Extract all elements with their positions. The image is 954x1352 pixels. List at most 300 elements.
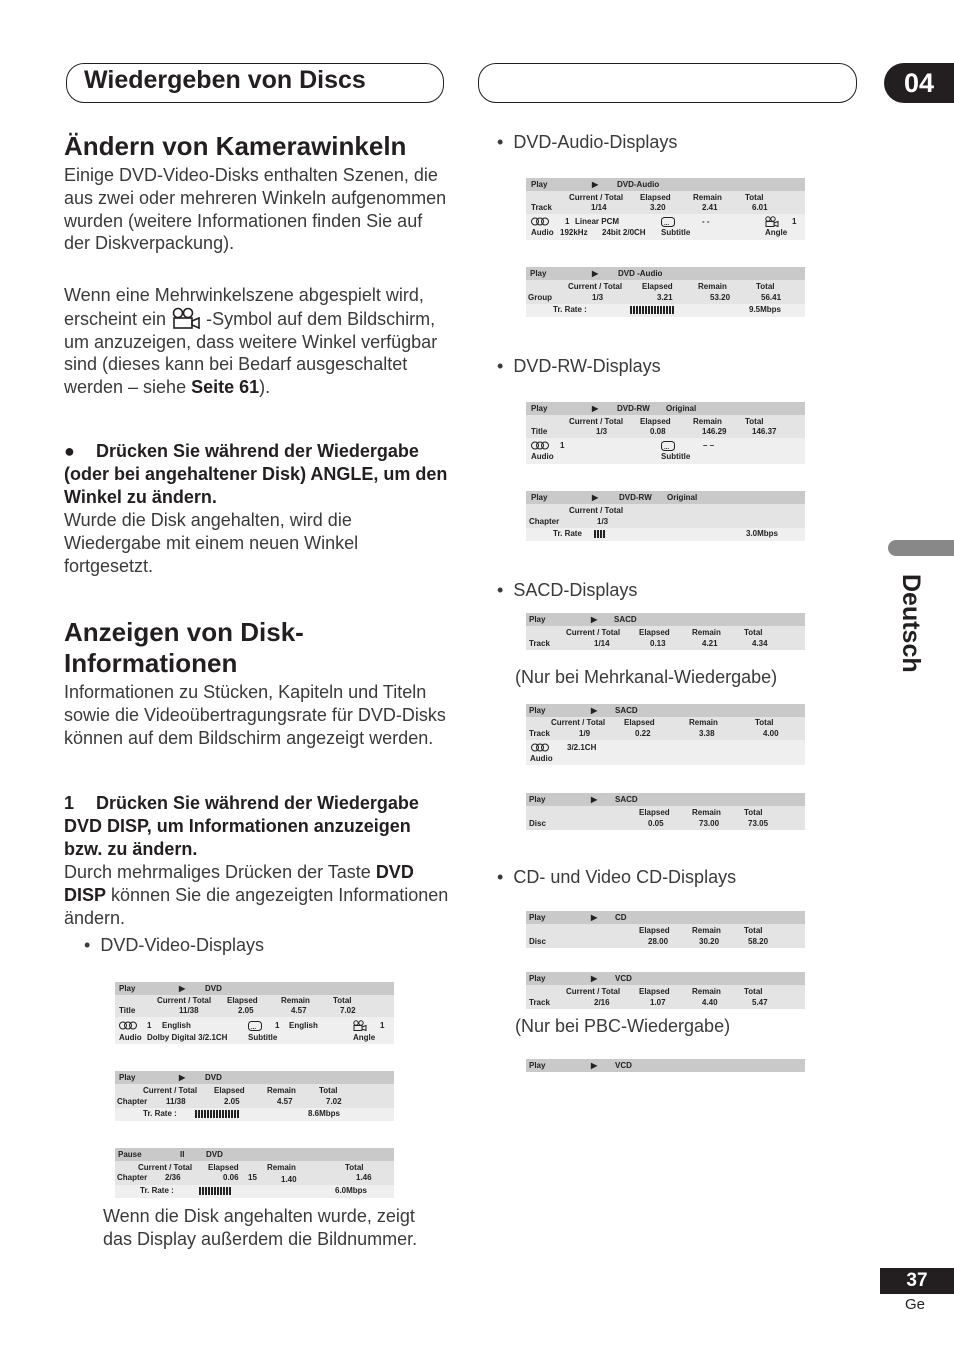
status-bar [526, 911, 805, 924]
audio-number: 1 [560, 441, 565, 450]
rate-tick [660, 530, 662, 538]
elapsed-value: 0.13 [650, 639, 666, 648]
dvd-rw-display-chapter [526, 491, 805, 541]
rate-tick [277, 1187, 279, 1195]
total-value: 4.34 [752, 639, 768, 648]
row-label: Chapter [529, 517, 560, 526]
rate-tick [210, 1110, 212, 1118]
header-current-total: Current / Total [157, 996, 212, 1005]
vcd-display-pbc [526, 1059, 805, 1072]
rate-tick [669, 530, 671, 538]
rate-tick [201, 1110, 203, 1118]
rate-tick [675, 306, 677, 314]
rate-tick [271, 1187, 273, 1195]
total-value: 1.46 [356, 1173, 372, 1182]
header-total: Total [319, 1086, 338, 1095]
status-bar [526, 1059, 805, 1072]
rate-tick [690, 306, 692, 314]
angle-label: Angle [353, 1033, 376, 1042]
rate-tick [711, 306, 713, 314]
rate-tick [199, 1187, 201, 1195]
total-value: 5.47 [752, 998, 768, 1007]
rate-tick [618, 530, 620, 538]
status-bar [526, 704, 805, 717]
subtitle-label: Subtitle [661, 228, 691, 237]
audio-bits: 24bit 2/0CH [602, 228, 646, 237]
rate-tick [244, 1187, 246, 1195]
disc-type: DVD -Audio [618, 269, 663, 278]
remain-value: 73.00 [699, 819, 720, 828]
rate-tick [609, 530, 611, 538]
row-label: Title [119, 1006, 136, 1015]
row-label: Group [528, 293, 552, 302]
audio-frequency: 192kHz [560, 228, 588, 237]
audio-icon [531, 441, 549, 450]
current-total-value: 11/38 [179, 1006, 199, 1015]
angle-camera-icon [171, 307, 201, 327]
svg-text:...: ... [664, 445, 670, 451]
status-bar [115, 982, 394, 995]
header-remain: Remain [267, 1086, 296, 1095]
bullet-text: CD- und Video CD-Displays [513, 867, 737, 887]
rate-tick [243, 1110, 245, 1118]
header-remain: Remain [692, 808, 721, 817]
rate-meter [594, 530, 678, 541]
audio-label: Audio [530, 754, 553, 763]
rate-meter-fill [195, 1110, 279, 1118]
rate-tick [675, 530, 677, 538]
rate-tick [648, 530, 650, 538]
elapsed-value: 0.05 [648, 819, 664, 828]
rate-tick [261, 1110, 263, 1118]
remain-value: 3.38 [699, 729, 715, 738]
header-elapsed: Elapsed [640, 417, 671, 426]
status-text: Play [119, 1073, 136, 1082]
section-title-line: Anzeigen von Disk- [64, 617, 304, 647]
still-frame-note: Wenn die Disk angehalten wurde, zeigt das Display außerdem die Bildnummer. [103, 1206, 418, 1249]
section-title-line: Informationen [64, 648, 238, 678]
header-remain: Remain [689, 718, 718, 727]
rate-tick [240, 1110, 242, 1118]
recording-mode: Original [667, 493, 698, 502]
rate-tick [672, 530, 674, 538]
rate-tick [198, 1110, 200, 1118]
rate-tick [250, 1187, 252, 1195]
rate-tick [693, 306, 695, 314]
current-total-value: 1/3 [596, 427, 608, 436]
rate-row [526, 528, 805, 541]
row-label: Disc [529, 819, 546, 828]
row-label: Track [529, 998, 550, 1007]
remain-value: 4.57 [277, 1097, 293, 1106]
rate-meter-fill [199, 1187, 283, 1195]
rate-row [115, 1185, 394, 1198]
angle-icon [353, 1020, 367, 1031]
time-row [526, 504, 805, 528]
rate-tick [231, 1110, 233, 1118]
status-text: Play [529, 795, 546, 804]
header-current-total: Current / Total [566, 628, 621, 637]
total-value: 73.05 [748, 819, 769, 828]
rate-tick [651, 530, 653, 538]
rate-tick [636, 530, 638, 538]
rate-tick [246, 1110, 248, 1118]
time-row [526, 924, 805, 948]
header-title: Wiedergeben von Discs [84, 66, 366, 94]
header-elapsed: Elapsed [639, 987, 670, 996]
rate-tick [600, 530, 602, 538]
rate-value: 8.6Mbps [308, 1109, 341, 1118]
rate-tick [226, 1187, 228, 1195]
row-label: Track [529, 729, 550, 738]
disc-type: DVD-RW [617, 404, 650, 413]
header-total: Total [744, 926, 763, 935]
remain-value: 1.40 [281, 1175, 297, 1184]
remain-value: 146.29 [702, 427, 727, 436]
audio-label: Audio [531, 452, 554, 461]
svg-text:...: ... [664, 221, 670, 227]
audio-icon [531, 217, 549, 226]
rate-tick [223, 1187, 225, 1195]
rate-tick [214, 1187, 216, 1195]
header-remain: Remain [698, 282, 727, 291]
row-label: Chapter [117, 1173, 148, 1182]
header-remain: Remain [692, 628, 721, 637]
rate-row [115, 1108, 394, 1121]
page-language-code: Ge [905, 1296, 926, 1313]
rate-tick [222, 1110, 224, 1118]
rate-tick [642, 530, 644, 538]
page-number: 37 [880, 1268, 954, 1294]
rate-tick [687, 306, 689, 314]
sacd-display-multichannel [526, 704, 805, 765]
rate-tick [645, 530, 647, 538]
status-text: Play [529, 974, 546, 983]
row-label: Disc [529, 937, 546, 946]
paragraph-part: Durch mehrmaliges Drücken der Taste [64, 862, 371, 882]
total-value: 7.02 [340, 1006, 356, 1015]
bullet-icon: • [84, 935, 91, 955]
rate-tick [205, 1187, 207, 1195]
elapsed-value: 2.05 [238, 1006, 254, 1015]
play-icon: ▶ [592, 493, 599, 502]
rate-tick [639, 306, 641, 314]
angle-number: 1 [380, 1021, 385, 1030]
status-bar [526, 491, 805, 504]
angle-icon [765, 216, 779, 227]
disc-type: DVD [205, 984, 222, 993]
header-blank-frame [478, 63, 857, 103]
page-reference: Seite 61 [191, 377, 260, 398]
subtitle-label: Subtitle [661, 452, 691, 461]
rate-tick [232, 1187, 234, 1195]
row-label: Track [531, 203, 552, 212]
rate-meter [199, 1187, 283, 1198]
rate-tick [247, 1187, 249, 1195]
header-elapsed: Elapsed [640, 193, 671, 202]
bullet-icon: • [497, 867, 504, 887]
rate-tick [228, 1110, 230, 1118]
elapsed-value: 0.08 [650, 427, 666, 436]
cd-displays-label [497, 867, 736, 888]
rate-tick [255, 1110, 257, 1118]
rate-tick [702, 306, 704, 314]
rate-tick [642, 306, 644, 314]
rate-tick [213, 1110, 215, 1118]
rate-tick [681, 306, 683, 314]
time-row [526, 985, 805, 1009]
rate-tick [276, 1110, 278, 1118]
paragraph-part: können Sie die angezeigten Informationen ändern. [64, 884, 449, 928]
status-text: Play [529, 1061, 546, 1070]
cd-display [526, 911, 805, 948]
section-title-disc-info [64, 617, 454, 679]
play-icon: ▶ [591, 706, 598, 715]
rate-tick [645, 306, 647, 314]
rate-tick [666, 306, 668, 314]
bullet-text: DVD-Video-Displays [100, 935, 265, 955]
total-value: 56.41 [761, 293, 782, 302]
status-text: Play [529, 615, 546, 624]
play-icon: ▶ [591, 1061, 598, 1070]
audio-number: 1 [147, 1021, 152, 1030]
disc-type: DVD [205, 1073, 222, 1082]
header-total: Total [745, 193, 764, 202]
rate-tick [216, 1110, 218, 1118]
total-value: 6.01 [752, 203, 768, 212]
rate-label: Tr. Rate [553, 529, 582, 538]
rate-tick [253, 1187, 255, 1195]
subtitle-label: Subtitle [248, 1033, 278, 1042]
status-text: Play [531, 180, 548, 189]
stream-row [115, 1017, 394, 1044]
rate-tick [258, 1110, 260, 1118]
header-elapsed: Elapsed [227, 996, 258, 1005]
rate-tick [636, 306, 638, 314]
play-icon: ▶ [592, 269, 599, 278]
dvd-audio-display-track [526, 178, 805, 240]
current-total-value: 1/14 [594, 639, 610, 648]
disc-type: SACD [614, 615, 637, 624]
elapsed-value: 3.20 [650, 203, 666, 212]
rate-label: Tr. Rate : [143, 1109, 177, 1118]
audio-language: English [162, 1021, 191, 1030]
language-label: Deutsch [897, 574, 925, 673]
time-row [115, 1161, 394, 1185]
rate-tick [654, 306, 656, 314]
time-row [526, 191, 805, 214]
time-row [115, 1084, 394, 1108]
rate-tick [633, 306, 635, 314]
row-label: Chapter [117, 1097, 148, 1106]
rate-tick [265, 1187, 267, 1195]
time-row [526, 717, 805, 740]
header-elapsed: Elapsed [639, 628, 670, 637]
rate-tick [235, 1187, 237, 1195]
rate-tick [207, 1110, 209, 1118]
bullet-text: DVD-Audio-Displays [513, 132, 678, 152]
dvd-audio-display-group [526, 267, 805, 317]
subtitle-icon [248, 1021, 262, 1031]
rate-tick [273, 1110, 275, 1118]
paragraph-part: -Symbol auf dem Bildschirm, um anzuzeigen, dass weitere Winkel verfügbar sind (dieses kann bei Bedarf ausgeschaltet werden – siehe [64, 308, 438, 398]
play-icon: ▶ [179, 984, 186, 993]
audio-label: Audio [119, 1033, 142, 1042]
multichannel-note: (Nur bei Mehrkanal-Wiedergabe) [515, 667, 778, 687]
subtitle-value: – – [703, 441, 715, 450]
header-elapsed: Elapsed [639, 808, 670, 817]
rate-tick [217, 1187, 219, 1195]
rate-tick [252, 1110, 254, 1118]
angle-step-text: Drücken Sie während der Wiedergabe (oder bei angehaltener Disk) ANGLE, um den Winkel zu ändern. [64, 441, 448, 507]
status-bar [526, 793, 805, 806]
elapsed-value: 0.06 [223, 1173, 239, 1182]
header-total: Total [744, 628, 763, 637]
elapsed-value: 2.05 [224, 1097, 240, 1106]
time-row [526, 415, 805, 438]
sacd-display-track [526, 613, 805, 650]
status-bar [526, 178, 805, 191]
rate-tick [672, 306, 674, 314]
pbc-note: (Nur bei PBC-Wiedergabe) [515, 1016, 731, 1036]
disc-type: VCD [615, 1061, 632, 1070]
paragraph-part: ). [259, 377, 271, 398]
status-text: Play [531, 404, 548, 413]
rate-tick [202, 1187, 204, 1195]
rate-tick [678, 306, 680, 314]
subtitle-language: English [289, 1021, 318, 1030]
rate-tick [219, 1110, 221, 1118]
disc-info-step-text: Drücken Sie während der Wiedergabe DVD DISP, um Informationen anzuzeigen bzw. zu ändern. [64, 793, 419, 859]
bullet-icon: • [497, 132, 504, 152]
rate-tick [256, 1187, 258, 1195]
disc-type: CD [615, 913, 627, 922]
header-current-total: Current / Total [138, 1163, 193, 1172]
dvd-video-displays-label [84, 935, 264, 956]
rate-tick [267, 1110, 269, 1118]
rate-tick [639, 530, 641, 538]
header-elapsed: Elapsed [639, 926, 670, 935]
audio-format: Dolby Digital 3/2.1CH [147, 1033, 228, 1042]
play-icon: ▶ [591, 974, 598, 983]
subtitle-icon [661, 217, 675, 227]
chapter-number-badge: 04 [884, 63, 954, 103]
rate-tick [657, 530, 659, 538]
rate-tick [264, 1110, 266, 1118]
row-label: Title [531, 427, 548, 436]
disc-type: DVD [206, 1150, 223, 1159]
play-icon: ▶ [592, 180, 599, 189]
stream-row [526, 438, 805, 464]
disc-info-step-instruction [64, 792, 449, 860]
remain-value: 4.40 [702, 998, 718, 1007]
remain-value: 30.20 [699, 937, 720, 946]
svg-text:...: ... [251, 1025, 257, 1031]
rate-tick [663, 530, 665, 538]
total-value: 7.02 [326, 1097, 342, 1106]
current-total-value: 1/14 [591, 203, 607, 212]
rate-tick [597, 530, 599, 538]
rate-tick [651, 306, 653, 314]
dvd-rw-display-title [526, 402, 805, 464]
recording-mode: Original [666, 404, 697, 413]
rate-tick [241, 1187, 243, 1195]
header-current-total: Current / Total [569, 417, 624, 426]
stream-row [526, 214, 805, 240]
dvd-audio-displays-label [497, 132, 677, 153]
sacd-display-disc [526, 793, 805, 830]
header-current-total: Current / Total [569, 506, 624, 515]
rate-tick [606, 530, 608, 538]
header-current-total: Current / Total [566, 987, 621, 996]
header-elapsed: Elapsed [642, 282, 673, 291]
audio-format: Linear PCM [575, 217, 620, 226]
rate-label: Tr. Rate : [140, 1186, 174, 1195]
rate-tick [708, 306, 710, 314]
rate-tick [648, 306, 650, 314]
total-value: 146.37 [752, 427, 777, 436]
rate-tick [699, 306, 701, 314]
header-remain: Remain [693, 417, 722, 426]
current-total-value: 1/3 [592, 293, 604, 302]
rate-tick [274, 1187, 276, 1195]
step-number: 1 [64, 793, 75, 813]
disc-info-step-note [64, 861, 449, 929]
header-current-total: Current / Total [568, 282, 623, 291]
camera-angles-paragraph [64, 284, 449, 399]
section-title-camera-angles: Ändern von Kamerawinkeln [64, 131, 407, 161]
audio-icon [119, 1021, 137, 1030]
rate-tick [654, 530, 656, 538]
total-value: 4.00 [763, 729, 779, 738]
play-icon: ▶ [591, 615, 598, 624]
status-bar [526, 402, 805, 415]
status-text: Pause [118, 1150, 142, 1159]
rate-tick [630, 530, 632, 538]
angle-number: 1 [792, 217, 797, 226]
rate-tick [630, 306, 632, 314]
time-row [115, 995, 394, 1017]
audio-icon [531, 743, 549, 752]
status-bar [526, 267, 805, 280]
key-name: DVD DISP [64, 862, 414, 905]
header-elapsed: Elapsed [624, 718, 655, 727]
status-bar [526, 613, 805, 626]
current-total-value: 11/38 [166, 1097, 186, 1106]
status-text: Play [529, 913, 546, 922]
rate-tick [280, 1187, 282, 1195]
rate-tick [684, 306, 686, 314]
time-row [526, 626, 805, 650]
rate-tick [220, 1187, 222, 1195]
disc-type: DVD-RW [619, 493, 652, 502]
bullet-icon: • [497, 580, 504, 600]
remain-value: 53.20 [710, 293, 731, 302]
paragraph-part: Wenn eine Mehrwinkelszene abgespielt wird, erscheint ein [64, 285, 424, 329]
time-row [526, 280, 805, 304]
header-remain: Remain [281, 996, 310, 1005]
rate-tick [615, 530, 617, 538]
remain-value: 4.21 [702, 639, 718, 648]
rate-tick [663, 306, 665, 314]
header-total: Total [333, 996, 352, 1005]
header-total: Total [756, 282, 775, 291]
time-row [526, 806, 805, 830]
rate-tick [627, 530, 629, 538]
subtitle-icon [661, 441, 675, 451]
rate-tick [268, 1187, 270, 1195]
subtitle-number: 1 [275, 1021, 280, 1030]
